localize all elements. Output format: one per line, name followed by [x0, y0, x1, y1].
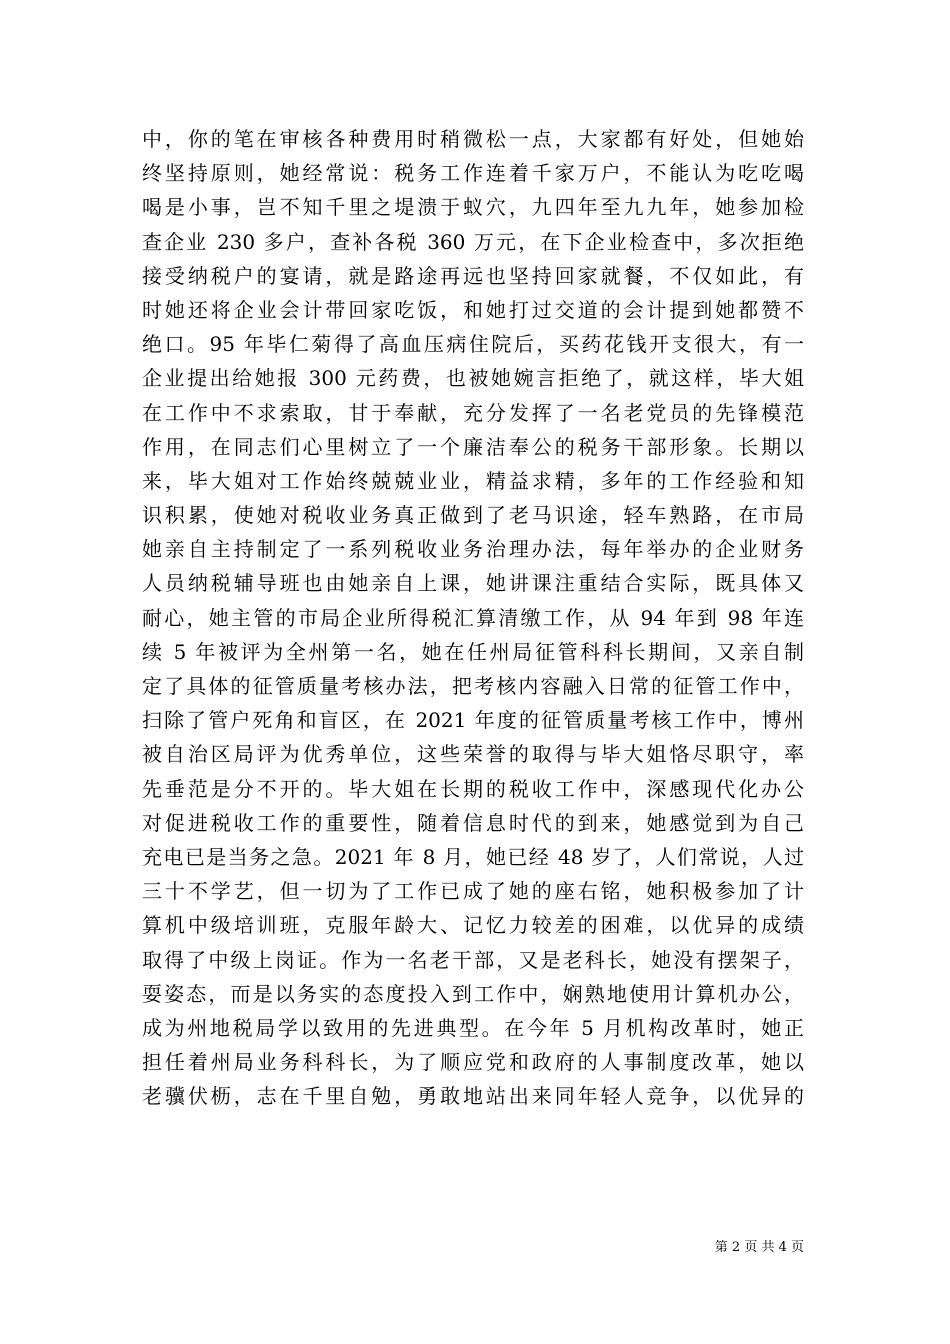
text-line: 老骥伏枥，志在千里自勉，勇敢地站出来同年轻人竞争，以优异的 [142, 1084, 804, 1109]
text-line: 三十不学艺，但一切为了工作已成了她的座右铭，她积极参加了计 [142, 879, 804, 904]
text-line: 识积累，使她对税收业务真正做到了老马识途，轻车熟路，在市局 [142, 503, 804, 528]
text-line: 先垂范是分不开的。毕大姐在长期的税收工作中，深感现代化办公 [142, 776, 804, 801]
text-line: 喝是小事，岂不知千里之堤溃于蚁穴，九四年至九九年，她参加检 [142, 195, 804, 220]
text-line: 算机中级培训班，克服年龄大、记忆力较差的困难，以优异的成绩 [142, 913, 804, 938]
text-line: 扫除了管户死角和盲区，在 2021 年度的征管质量考核工作中，博州 [142, 708, 804, 733]
text-line: 人员纳税辅导班也由她亲自上课，她讲课注重结合实际，既具体又 [142, 571, 804, 596]
text-line: 定了具体的征管质量考核办法，把考核内容融入日常的征管工作中， [142, 674, 804, 698]
text-line: 终坚持原则，她经常说：税务工作连着千家万户，不能认为吃吃喝 [142, 161, 804, 186]
text-line: 作用，在同志们心里树立了一个廉洁奉公的税务干部形象。长期以 [142, 434, 804, 459]
text-line: 取得了中级上岗证。作为一名老干部，又是老科长，她没有摆架子， [142, 947, 804, 972]
text-line: 续 5 年被评为全州第一名，她在任州局征管科科长期间，又亲自制 [142, 639, 804, 664]
page-footer [0, 1238, 950, 1258]
text-line: 企业提出给她报 300 元药费，也被她婉言拒绝了，就这样，毕大姐 [142, 366, 804, 391]
text-line: 被自治区局评为优秀单位，这些荣誉的取得与毕大姐恪尽职守，率 [142, 742, 804, 767]
text-line: 在工作中不求索取，甘于奉献，充分发挥了一名老党员的先锋模范 [142, 400, 804, 425]
text-line: 时她还将企业会计带回家吃饭，和她打过交道的会计提到她都赞不 [142, 297, 804, 322]
text-line: 查企业 230 多户，查补各税 360 万元，在下企业检查中，多次拒绝 [142, 229, 804, 254]
text-line: 耍姿态，而是以务实的态度投入到工作中，娴熟地使用计算机办公， [142, 981, 804, 1006]
text-line: 担任着州局业务科科长，为了顺应党和政府的人事制度改革，她以 [142, 1050, 804, 1075]
text-line: 对促进税收工作的重要性，随着信息时代的到来，她感觉到为自己 [142, 810, 804, 835]
text-line: 绝口。95 年毕仁菊得了高血压病住院后，买药花钱开支很大，有一 [142, 332, 804, 357]
page-number: 第 2 页 共 4 页 [714, 1240, 804, 1255]
text-line: 充电已是当务之急。2021 年 8 月，她已经 48 岁了，人们常说，人过 [142, 844, 804, 869]
text-line: 她亲自主持制定了一系列税收业务治理办法，每年举办的企业财务 [142, 537, 804, 562]
body-paragraph [142, 122, 804, 1113]
text-line: 接受纳税户的宴请，就是路途再远也坚持回家就餐，不仅如此，有 [142, 263, 804, 288]
text-line: 成为州地税局学以致用的先进典型。在今年 5 月机构改革时，她正 [142, 1015, 804, 1040]
text-line: 来，毕大姐对工作始终兢兢业业，精益求精，多年的工作经验和知 [142, 468, 804, 493]
text-line: 耐心，她主管的市局企业所得税汇算清缴工作，从 94 年到 98 年连 [142, 605, 804, 630]
text-line: 中，你的笔在审核各种费用时稍微松一点，大家都有好处，但她始 [142, 127, 804, 151]
